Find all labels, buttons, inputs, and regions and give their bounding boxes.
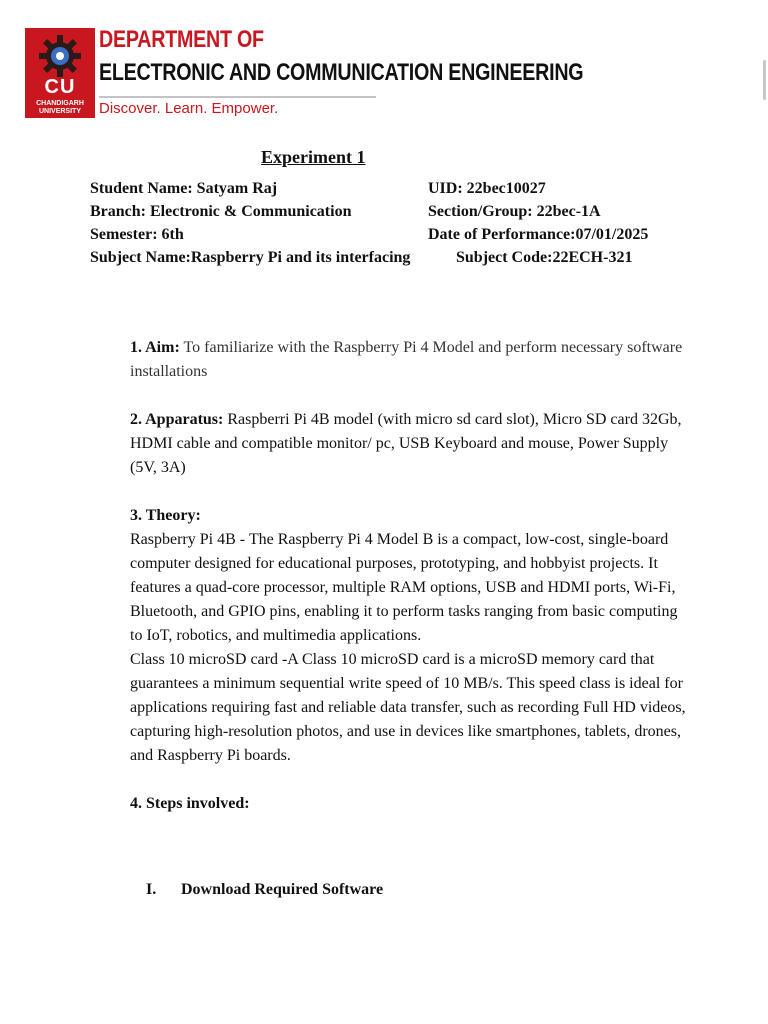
theory-label: 3. Theory: [130, 507, 201, 524]
steps-label: 4. Steps involved: [130, 795, 250, 812]
gear-emblem-icon [36, 32, 84, 80]
logo-text: CU [44, 76, 76, 98]
logo-subtext [25, 100, 95, 116]
aim-section [130, 336, 690, 384]
tagline: Discover. Learn. Empower. [99, 100, 279, 117]
subject-code: Subject Code:22ECH-321 [456, 249, 633, 266]
aim-label: 1. Aim: [130, 339, 180, 356]
date-of-performance: Date of Performance:07/01/2025 [428, 226, 649, 243]
logo-subtext-line2: UNIVERSITY [38, 108, 81, 115]
apparatus-section [130, 408, 690, 480]
theory-paragraph-2: Class 10 microSD card -A Class 10 microSD card is a microSD memory card that guarantees a minimum sequential write speed of 10 MB/s. This speed class is ideal for applications requiring fast and reliable data transfer, such as recording Full HD videos, capturing high-resolution photos, and use in devices like smartphones, tablets, drones, and Raspberry Pi boards. [130, 651, 686, 764]
department-title-line1: DEPARTMENT OF [99, 26, 264, 53]
section-group: Section/Group: 22bec-1A [428, 203, 601, 220]
university-logo [25, 28, 95, 118]
document-body [130, 336, 690, 816]
uid: UID: 22bec10027 [428, 180, 546, 197]
scrollbar[interactable] [763, 60, 766, 100]
step-numeral: I. [146, 881, 157, 898]
student-name: Student Name: Satyam Raj [90, 180, 278, 197]
subject-name: Subject Name:Raspberry Pi and its interfacing [90, 249, 411, 266]
apparatus-text: Raspberri Pi 4B model (with micro sd card slot), Micro SD card 32Gb, HDMI cable and compatible monitor/ pc, USB Keyboard and mouse, Power Supply (5V, 3A) [130, 411, 682, 476]
branch: Branch: Electronic & Communication [90, 203, 352, 220]
semester: Semester: 6th [90, 226, 184, 243]
logo-subtext-line1: CHANDIGARH [36, 100, 84, 107]
header-divider [99, 96, 376, 98]
department-title-line2: ELECTRONIC AND COMMUNICATION ENGINEERING [99, 59, 584, 86]
step-text: Download Required Software [181, 881, 384, 898]
experiment-title: Experiment 1 [261, 147, 366, 167]
aim-text: To familiarize with the Raspberry Pi 4 Model and perform necessary software installations [130, 339, 683, 380]
theory-paragraph-1: Raspberry Pi 4B - The Raspberry Pi 4 Model B is a compact, low-cost, single-board computer designed for educational purposes, prototyping, and hobbyist projects. It features a quad-core processor, multiple RAM options, USB and HDMI ports, Wi-Fi, Bluetooth, and GPIO pins, enabling it to perform tasks ranging from basic computing to IoT, robotics, and multimedia applications. [130, 531, 678, 644]
apparatus-label: 2. Apparatus: [130, 411, 224, 428]
